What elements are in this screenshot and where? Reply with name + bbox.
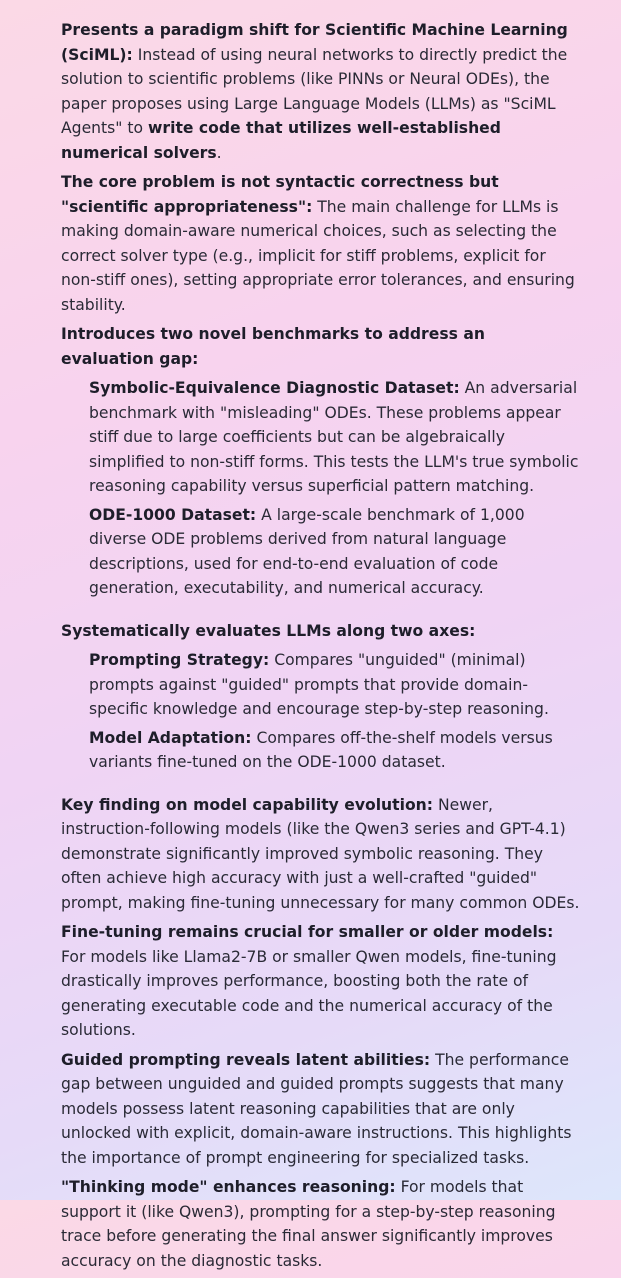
point-heading: The core problem is not syntactic correctness but "scientific appropriateness": xyxy=(61,173,499,216)
finding-fine-tuning xyxy=(61,920,581,1043)
benchmark-title: ODE-1000 Dataset: xyxy=(89,505,257,524)
point-heading: Presents a paradigm shift for Scientific Machine Learning (SciML): xyxy=(61,21,568,64)
benchmarks-list xyxy=(89,376,581,601)
point-core-problem xyxy=(61,170,581,317)
axis-model-adaptation xyxy=(89,726,581,775)
point-paradigm-shift xyxy=(61,18,581,165)
point-text: Instead of using neural networks to directly predict the solution to scientific problems (like PINNs or Neural ODEs), the paper proposes using Large Language Models (LLMs) as "SciML Agents" to xyxy=(61,45,568,137)
finding-heading: Key finding on model capability evolution: xyxy=(61,795,434,814)
finding-heading: Fine-tuning remains crucial for smaller or older models: xyxy=(61,923,554,941)
axes-heading xyxy=(61,619,581,644)
benchmark-symbolic-equivalence xyxy=(89,376,581,499)
finding-capability-evolution xyxy=(61,793,581,916)
benchmark-ode-1000 xyxy=(89,503,581,601)
finding-text: Newer, instruction-following models (like the Qwen3 series and GPT-4.1) demonstrate significantly improved symbolic reasoning. They often achieve high accuracy with just a well-crafted "guided" prompt, making fine-tuning unnecessary for many common ODEs. xyxy=(61,795,580,912)
benchmark-title: Symbolic-Equivalence Diagnostic Dataset: xyxy=(89,379,460,397)
point-heading: Introduces two novel benchmarks to address an evaluation gap: xyxy=(61,325,485,368)
axis-text: Compares off-the-shelf models versus variants fine-tuned on the ODE-1000 dataset. xyxy=(89,728,553,771)
finding-heading: "Thinking mode" enhances reasoning: xyxy=(61,1178,396,1196)
point-text: The main challenge for LLMs is making domain-aware numerical choices, such as selecting the correct solver type (e.g., implicit for stiff problems, explicit for non-stiff ones), setting appropriate error tolerances, and ensuring stability. xyxy=(61,197,575,314)
axis-title: Model Adaptation: xyxy=(89,728,252,747)
finding-text: The performance gap between unguided and guided prompts suggests that many models possess latent reasoning capabilities that are only unlocked with explicit, domain-aware instructions. This highlights the importance of prompt engineering for specialized tasks. xyxy=(61,1050,572,1167)
axis-text: Compares "unguided" (minimal) prompts against "guided" prompts that provide domain-specific knowledge and encourage step-by-step reasoning. xyxy=(89,651,549,718)
point-text-end: . xyxy=(216,143,222,162)
benchmark-text: A large-scale benchmark of 1,000 diverse ODE problems derived from natural language descriptions, used for end-to-end evaluation of code generation, executability, and numerical accuracy. xyxy=(89,505,525,597)
benchmark-text: An adversarial benchmark with "misleading" ODEs. These problems appear stiff due to large coefficients but can be algebraically simplified to non-stiff forms. This tests the LLM's true symbolic reasoning capability versus superficial pattern matching. xyxy=(89,379,579,495)
finding-text: For models like Llama2-7B or smaller Qwen models, fine-tuning drastically improves performance, boosting both the rate of generating executable code and the numerical accuracy of the solutions. xyxy=(61,947,557,1039)
finding-guided-prompting xyxy=(61,1048,581,1171)
finding-heading: Guided prompting reveals latent abilities: xyxy=(61,1050,431,1069)
axes-list xyxy=(89,648,581,775)
point-benchmarks-heading xyxy=(61,322,581,371)
finding-thinking-mode xyxy=(61,1175,581,1273)
summary-document xyxy=(61,18,581,1278)
axis-title: Prompting Strategy: xyxy=(89,651,270,669)
point-emphasis: write code that utilizes well-established numerical solvers xyxy=(61,119,501,162)
finding-text: For models that support it (like Qwen3), prompting for a step-by-step reasoning trace before generating the final answer significantly improves accuracy on the diagnostic tasks. xyxy=(61,1178,556,1270)
axis-prompting-strategy xyxy=(89,648,581,722)
axes-heading-text: Systematically evaluates LLMs along two axes: xyxy=(61,621,476,640)
